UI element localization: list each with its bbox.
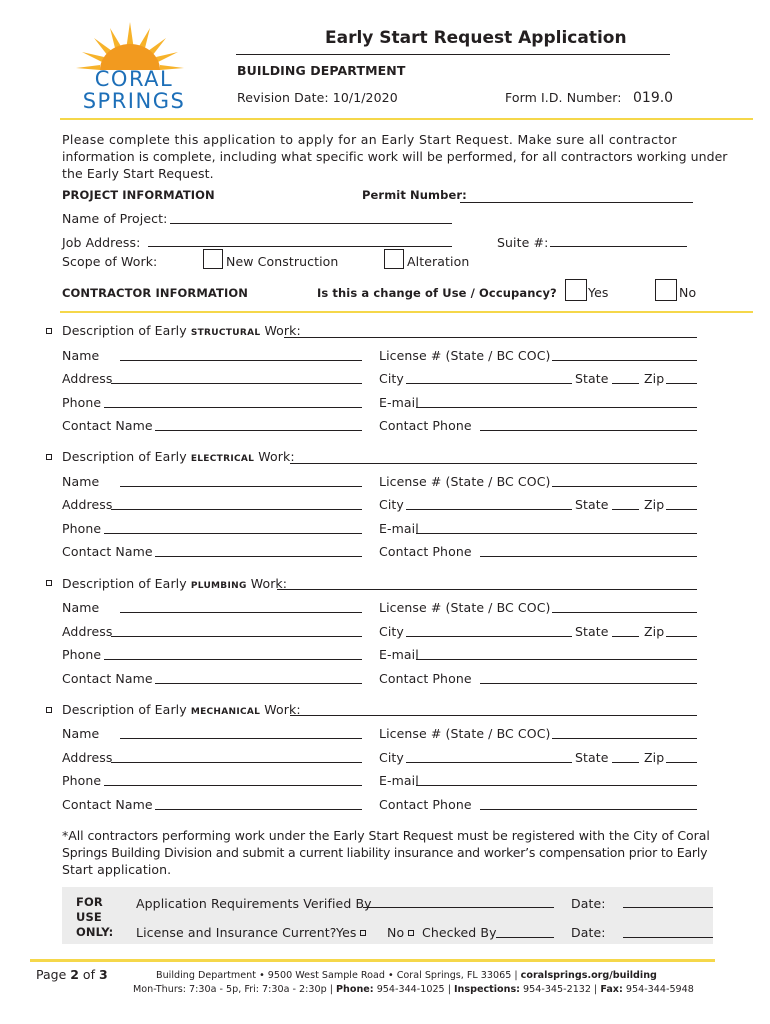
- checked-by-label: Checked By: [422, 925, 497, 940]
- verified-by-field[interactable]: [363, 907, 554, 908]
- electrical-name-field[interactable]: [120, 486, 362, 487]
- mechanical-zip-label: Zip: [644, 750, 665, 765]
- checked-date-field[interactable]: [623, 937, 713, 938]
- structural-city-field[interactable]: [406, 383, 572, 384]
- change-of-use-yes-label: Yes: [588, 285, 609, 300]
- project-name-field[interactable]: [170, 223, 452, 224]
- plumbing-license-label: License # (State / BC COC): [379, 600, 551, 615]
- electrical-phone-label: Phone: [62, 521, 102, 536]
- structural-bullet-checkbox[interactable]: [46, 328, 52, 334]
- structural-state-field[interactable]: [612, 383, 639, 384]
- job-address-label: Job Address:: [62, 235, 141, 250]
- license-yes-label: Yes: [336, 925, 357, 940]
- new-construction-label: New Construction: [226, 254, 339, 269]
- mechanical-license-field[interactable]: [552, 738, 697, 739]
- verified-date-label: Date:: [571, 896, 606, 911]
- intro-line-1: Please complete this application to apply for an Early Start Request. Make sure all contractor: [62, 132, 678, 147]
- checked-by-field[interactable]: [496, 937, 554, 938]
- suite-field[interactable]: [550, 246, 687, 247]
- mechanical-license-label: License # (State / BC COC): [379, 726, 551, 741]
- plumbing-address-label: Address: [62, 624, 113, 639]
- electrical-license-field[interactable]: [552, 486, 697, 487]
- mechanical-address-field[interactable]: [111, 762, 362, 763]
- plumbing-name-field[interactable]: [120, 612, 362, 613]
- verified-date-field[interactable]: [623, 907, 713, 908]
- footnote-line-1: *All contractors performing work under the Early Start Request must be registered with the City of Coral: [62, 828, 710, 843]
- electrical-phone-field[interactable]: [104, 533, 362, 534]
- plumbing-email-label: E-mail: [379, 647, 419, 662]
- change-of-use-no-checkbox[interactable]: [655, 279, 677, 301]
- trade-name: STRUCTURAL: [190, 328, 261, 338]
- structural-address-field[interactable]: [111, 383, 362, 384]
- electrical-zip-field[interactable]: [666, 509, 697, 510]
- page-number: Page 2 of 3: [36, 967, 108, 982]
- electrical-state-field[interactable]: [612, 509, 639, 510]
- footnote-line-3: Start application.: [62, 862, 172, 877]
- plumbing-zip-field[interactable]: [666, 636, 697, 637]
- electrical-license-label: License # (State / BC COC): [379, 474, 551, 489]
- mechanical-state-field[interactable]: [612, 762, 639, 763]
- department-label: BUILDING DEPARTMENT: [237, 63, 406, 78]
- permit-number-label: Permit Number:: [362, 188, 467, 202]
- plumbing-city-label: City: [379, 624, 404, 639]
- mechanical-name-label: Name: [62, 726, 100, 741]
- electrical-city-field[interactable]: [406, 509, 572, 510]
- footnote-line-2: Springs Building Division and submit a current liability insurance and worker’s compensation prior to Early: [62, 845, 708, 860]
- plumbing-address-field[interactable]: [111, 636, 362, 637]
- alteration-label: Alteration: [407, 254, 470, 269]
- plumbing-description-label: Description of Early PLUMBING Work:: [62, 576, 288, 591]
- mechanical-bullet-checkbox[interactable]: [46, 707, 52, 713]
- footer-hours-line: Mon-Thurs: 7:30a - 5p, Fri: 7:30a - 2:30p | Phone: 954-344-1025 | Inspections: 954-345-2132 | Fax: 954-344-5948: [133, 984, 694, 995]
- mechanical-description-label: Description of Early MECHANICAL Work:: [62, 702, 301, 717]
- plumbing-contact-phone-label: Contact Phone: [379, 671, 472, 686]
- plumbing-contact-name-field[interactable]: [155, 683, 362, 684]
- mechanical-email-label: E-mail: [379, 773, 419, 788]
- change-of-use-question: Is this a change of Use / Occupancy?: [317, 286, 557, 300]
- structural-description-label: Description of Early STRUCTURAL Work:: [62, 323, 301, 338]
- scope-of-work-label: Scope of Work:: [62, 254, 158, 269]
- permit-number-field[interactable]: [460, 202, 693, 203]
- structural-contact-name-field[interactable]: [155, 430, 362, 431]
- trade-name: PLUMBING: [190, 581, 247, 591]
- structural-phone-field[interactable]: [104, 407, 362, 408]
- structural-description-field[interactable]: [284, 337, 697, 338]
- coral-springs-logo: [70, 20, 195, 115]
- electrical-bullet-checkbox[interactable]: [46, 454, 52, 460]
- plumbing-description-field[interactable]: [277, 589, 697, 590]
- page-title: Early Start Request Application: [325, 28, 627, 48]
- electrical-state-label: State: [575, 497, 609, 512]
- form-id-label: Form I.D. Number:: [505, 90, 622, 105]
- structural-email-field[interactable]: [416, 407, 697, 408]
- footer-yellow-rule: [30, 959, 715, 962]
- plumbing-phone-field[interactable]: [104, 659, 362, 660]
- mechanical-city-field[interactable]: [406, 762, 572, 763]
- structural-email-label: E-mail: [379, 395, 419, 410]
- verified-by-label: Application Requirements Verified By: [136, 896, 372, 911]
- mechanical-contact-name-field[interactable]: [155, 809, 362, 810]
- plumbing-license-field[interactable]: [552, 612, 697, 613]
- structural-address-label: Address: [62, 371, 113, 386]
- electrical-email-label: E-mail: [379, 521, 419, 536]
- mechanical-address-label: Address: [62, 750, 113, 765]
- structural-state-label: State: [575, 371, 609, 386]
- revision-date: Revision Date: 10/1/2020: [237, 90, 398, 105]
- plumbing-contact-phone-field[interactable]: [480, 683, 697, 684]
- plumbing-name-label: Name: [62, 600, 100, 615]
- mechanical-contact-name-label: Contact Name: [62, 797, 153, 812]
- electrical-contact-phone-label: Contact Phone: [379, 544, 472, 559]
- trade-name: ELECTRICAL: [190, 454, 255, 464]
- plumbing-email-field[interactable]: [416, 659, 697, 660]
- electrical-address-label: Address: [62, 497, 113, 512]
- mechanical-contact-phone-label: Contact Phone: [379, 797, 472, 812]
- form-id-value: 019.0: [633, 90, 674, 106]
- logo-coral-text: CORAL: [94, 67, 174, 91]
- mechanical-zip-field[interactable]: [666, 762, 697, 763]
- license-yes-checkbox[interactable]: [360, 930, 366, 936]
- mechanical-state-label: State: [575, 750, 609, 765]
- mechanical-name-field[interactable]: [120, 738, 362, 739]
- contractor-yellow-rule: [60, 311, 753, 313]
- structural-zip-field[interactable]: [666, 383, 697, 384]
- logo-springs-text: SPRINGS: [82, 89, 186, 113]
- structural-city-label: City: [379, 371, 404, 386]
- new-construction-checkbox[interactable]: [203, 249, 223, 269]
- office-use-for: FOR: [76, 895, 103, 909]
- mechanical-phone-field[interactable]: [104, 785, 362, 786]
- structural-license-field[interactable]: [552, 360, 697, 361]
- checked-date-label: Date:: [571, 925, 606, 940]
- electrical-city-label: City: [379, 497, 404, 512]
- plumbing-state-field[interactable]: [612, 636, 639, 637]
- mechanical-contact-phone-field[interactable]: [480, 809, 697, 810]
- structural-license-label: License # (State / BC COC): [379, 348, 551, 363]
- electrical-contact-name-label: Contact Name: [62, 544, 153, 559]
- plumbing-zip-label: Zip: [644, 624, 665, 639]
- electrical-contact-phone-field[interactable]: [480, 556, 697, 557]
- alteration-checkbox[interactable]: [384, 249, 404, 269]
- plumbing-bullet-checkbox[interactable]: [46, 580, 52, 586]
- plumbing-city-field[interactable]: [406, 636, 572, 637]
- intro-line-2: information is complete, including what specific work will be performed, for all contractors working under: [62, 149, 728, 164]
- title-rule: [236, 54, 670, 55]
- structural-name-field[interactable]: [120, 360, 362, 361]
- electrical-email-field[interactable]: [416, 533, 697, 534]
- header-yellow-rule: [60, 118, 753, 120]
- electrical-address-field[interactable]: [111, 509, 362, 510]
- electrical-description-field[interactable]: [290, 463, 697, 464]
- plumbing-phone-label: Phone: [62, 647, 102, 662]
- project-info-heading: PROJECT INFORMATION: [62, 188, 215, 202]
- change-of-use-no-label: No: [679, 285, 697, 300]
- electrical-name-label: Name: [62, 474, 100, 489]
- job-address-field[interactable]: [148, 246, 452, 247]
- office-use-use: USE: [76, 910, 102, 924]
- office-use-only: ONLY:: [76, 925, 114, 939]
- structural-contact-phone-field[interactable]: [480, 430, 697, 431]
- license-insurance-label: License and Insurance Current?: [136, 925, 337, 940]
- structural-phone-label: Phone: [62, 395, 102, 410]
- project-name-label: Name of Project:: [62, 211, 168, 226]
- structural-contact-phone-label: Contact Phone: [379, 418, 472, 433]
- suite-label: Suite #:: [497, 235, 549, 250]
- mechanical-email-field[interactable]: [416, 785, 697, 786]
- electrical-zip-label: Zip: [644, 497, 665, 512]
- contractor-info-heading: CONTRACTOR INFORMATION: [62, 286, 248, 300]
- plumbing-contact-name-label: Contact Name: [62, 671, 153, 686]
- plumbing-state-label: State: [575, 624, 609, 639]
- change-of-use-yes-checkbox[interactable]: [565, 279, 587, 301]
- electrical-contact-name-field[interactable]: [155, 556, 362, 557]
- intro-line-3: the Early Start Request.: [62, 166, 214, 181]
- structural-name-label: Name: [62, 348, 100, 363]
- structural-contact-name-label: Contact Name: [62, 418, 153, 433]
- footer-address-line: Building Department • 9500 West Sample Road • Coral Springs, FL 33065 | coralsprings.org/building: [156, 970, 657, 981]
- license-no-label: No: [387, 925, 405, 940]
- license-no-checkbox[interactable]: [408, 930, 414, 936]
- website-link[interactable]: coralsprings.org/building: [520, 970, 657, 981]
- trade-name: MECHANICAL: [190, 707, 261, 717]
- mechanical-phone-label: Phone: [62, 773, 102, 788]
- mechanical-city-label: City: [379, 750, 404, 765]
- structural-zip-label: Zip: [644, 371, 665, 386]
- electrical-description-label: Description of Early ELECTRICAL Work:: [62, 449, 295, 464]
- mechanical-description-field[interactable]: [290, 715, 697, 716]
